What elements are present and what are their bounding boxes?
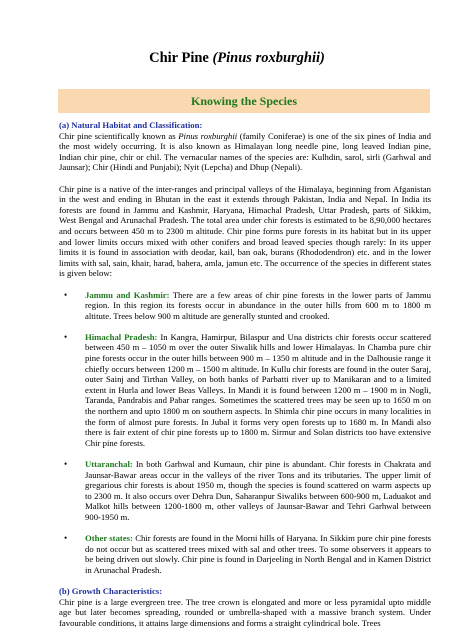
bullet-icon: •: [64, 331, 68, 342]
state-list: [59, 290, 431, 576]
title-plain: Chir Pine: [149, 50, 209, 66]
list-item-label: Himachal Pradesh:: [85, 331, 158, 342]
bullet-icon: •: [64, 289, 68, 300]
bullet-icon: •: [64, 459, 68, 469]
title-scientific-name: (Pinus roxburghii): [212, 50, 325, 66]
list-item-jammu-kashmir: [59, 290, 431, 322]
intro-text-start: Chir pine scientifically known as: [59, 130, 179, 141]
list-item-uttaranchal: [59, 459, 431, 523]
list-item-himachal-pradesh: [59, 332, 431, 449]
document-body: [59, 120, 431, 632]
list-item-label: Jammu and Kashmir:: [85, 289, 170, 300]
page-title: [0, 50, 474, 67]
paragraph-distribution: Chir pine is a native of the inter-ranges and principal valleys of the Himalaya, beginning from Afganistan in the west and ending in Bhutan in the east it extends through Pakistan, India and Nepal. In India its forests are found in Jammu and Kashmir, Haryana, Himachal Pradesh, Uttar Pradesh, parts of Sikkim, West Bengal and Arunachal Pradesh. The total area under chir forests is estimated to be 8,90,000 hectares and occurs between 450 m to 2300 m altitude. Chir pine forms pure forests in its habitat but in its upper and lower limits occurs mixed with other conifers and broad leaved species though rarely: In its upper limits it is found in association with deodar, kail, ban oak, burans (Rhododendron) etc. and in the lower limits with sal, sain, khair, harad, bahera, amla, jamun etc. The occurrence of the species in different states is given below:: [59, 183, 431, 279]
section-heading-growth: (b) Growth Characteristics:: [59, 586, 163, 597]
list-item-other-states: [59, 533, 431, 575]
paragraph-intro: [59, 131, 431, 173]
bullet-icon: •: [64, 533, 68, 544]
list-item-text: In both Garhwal and Kumaun, chir pine is abundant. Chir forests in Chakrata and Jaunsar-Bawar areas occur in the valleys of the river Tons and its tributaries. The upper limit of gregarious chir forests is about 1950 m, though the species is found scattered on warm aspects up to 2300 m. It also occurs over Dehra Dun, Saharanpur Siwaliks between 600-900 m, Laduakot and Malkot hills between 1200-1800 m, other valleys of Jaunsar-Bawar and Tehri Garhwal between 900-1950 m.: [85, 459, 431, 522]
paragraph-growth: Chir pine is a large evergreen tree. The tree crown is elongated and more or less pyramidal upto middle age but later becomes spreading, rounded or umbrella-shaped with a massive branch system. Under favourable conditions, it attains large dimensions and forms a straight cylindrical bole. Trees: [59, 596, 431, 628]
list-item-text: There are a few areas of chir pine forests in the lower parts of Jammu region. In this region its forests occur in abundance in the outer hills from 600 m to 1800 m altitute. Trees below 900 m altitude are generally stunted and crooked.: [85, 289, 432, 321]
list-item-text: In Kangra, Hamirpur, Bilaspur and Una districts chir forests occur scattered between 450 m – 1050 m over the outer Siwalik hills and lower Himalayas. In Chamba pure chir pine forests occur in the outer hills between 900 m – 1350 m altitude and in the Dalhousie range it chiefly occurs between 1200 m – 1500 m altitude. In Kullu chir forests are found in the outer Saraj, outer Sainj and Tirthan Valley, on both banks of Parbatti river up to Manikaran and to a limited extent in Hurla and lower Beas Valleys. In Mandi it is found between 1200 m – 1900 m in Nogli, Taranda, Pandrabis and Pabar ranges. Sometimes the scattered trees may be seen up to 1650 m on the northern and upto 1800 m on southern aspects. In Shimla chir pine occurs in many localities in the form of almost pure forests. In Jubal it forms very open forests up to 1680 m. In Mandi also there is fair extent of chir pine forests up to 1800 m. Sirmur and Solan districts too have extensive Chir pine forests.: [85, 331, 432, 448]
list-item-label: Uttaranchal:: [85, 459, 133, 469]
intro-scientific-name: Pinus roxburghii: [178, 130, 238, 141]
list-item-label: Other states:: [85, 533, 133, 544]
list-item-text: Chir forests are found in the Morni hills of Haryana. In Sikkim pure chir pine forests do not occur but as scattered trees mixed with sal and other trees. To some observers it appears to be being driven out slowly. Chir pine is found in Darjeeling in North Bengal and in Kamen District in Arunachal Pradesh.: [85, 533, 431, 575]
section-banner: Knowing the Species: [58, 89, 430, 113]
intro-text-end: (family Coniferae) is one of the six pines of India and the most widely occurring. It is also known as Himalayan long needle pine, long leaved Indian pine, Indian chir pine, chir or chil. The vernacular names of the species are: Kulhdin, sarol, sirli (Garhwal and Jaunsar); Chir (Hindi and Punjabi); Nyit (Lepcha) and Dhup (Nepali).: [59, 130, 431, 173]
section-heading-habitat: (a) Natural Habitat and Classification:: [59, 120, 203, 130]
